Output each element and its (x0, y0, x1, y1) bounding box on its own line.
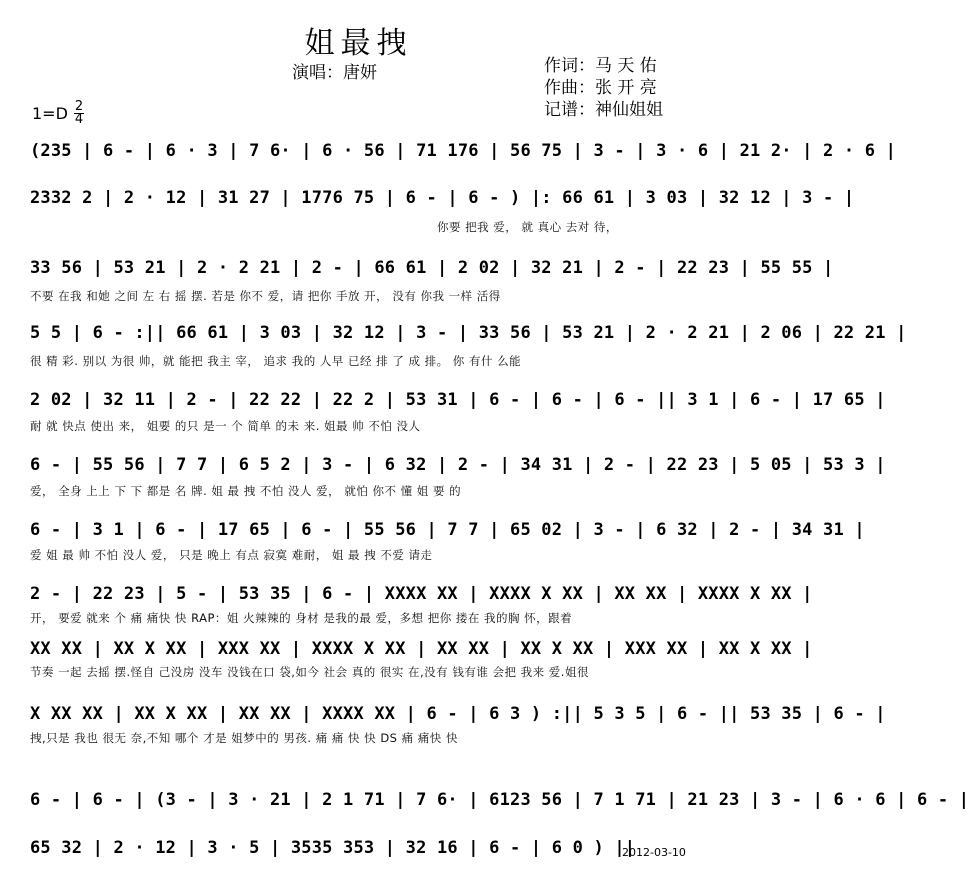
score-line-5: 2 02 | 32 11 | 2 - | 22 22 | 22 2 | 53 31 | 6 - | 6 - | 6 - || 3 1 | 6 - | 17 65 | (30, 390, 886, 410)
lyrics-line-8: 开， 要爱 就来 个 痛 痛快 快 RAP：姐 火辣辣的 身材 是我的最 爱，多想 把你 搂在 我的胸 怀，跟着 (30, 611, 573, 625)
date-label: 2012-03-10 (622, 846, 686, 859)
lyrics-line-3: 不要 在我 和她 之间 左 右 摇 摆. 若是 你不 爱，请 把你 手放 开， 没有 你我 一样 活得 (30, 289, 501, 303)
score-line-6: 6 - | 55 56 | 7 7 | 6 5 2 | 3 - | 6 32 | 2 - | 34 31 | 2 - | 22 23 | 5 05 | 53 3 | (30, 455, 886, 475)
credits-block (544, 55, 663, 121)
score-line-8: 2 - | 22 23 | 5 - | 53 35 | 6 - | XXXX XX | XXXX X XX | XX XX | XXXX X XX | (30, 584, 813, 604)
lyrics-line-9: 节奏 一起 去摇 摆.怪自 己没房 没车 没钱在口 袋,如今 社会 真的 很实 在,没有 钱有谁 会把 我来 爱.姐很 (30, 665, 589, 679)
time-top: 2 (74, 99, 84, 114)
lyrics-line-2: 你要 把我 爱， 就 真心 去对 待， (437, 220, 618, 234)
lyrics-line-7: 爱 姐 最 帅 不怕 没人 爱， 只是 晚上 有点 寂寞 难耐， 姐 最 拽 不爱 请走 (30, 548, 433, 562)
score-line-12: 65 32 | 2 · 12 | 3 · 5 | 3535 353 | 32 16 | 6 - | 6 0 ) || (30, 838, 636, 858)
lyrics-line-4: 很 精 彩. 别以 为很 帅，就 能把 我主 宰， 追求 我的 人早 已经 排 了 成 排。 你 有什 么能 (30, 354, 522, 368)
lyrics-line-5: 耐 就 快点 使出 来， 姐要 的只 是一 个 简单 的未 来. 姐最 帅 不怕 没人 (30, 419, 421, 433)
singer-label: 演唱：唐妍 (292, 63, 377, 83)
score-line-10: X XX XX | XX X XX | XX XX | XXXX XX | 6 - | 6 3 ) :|| 5 3 5 | 6 - || 53 35 | 6 - | (30, 704, 886, 724)
lyrics-line-6: 爱， 全身 上上 下 下 都是 名 牌. 姐 最 拽 不怕 没人 爱， 就怕 你不 懂 姐 要 的 (30, 484, 462, 498)
score-line-1: (235 | 6 - | 6 · 3 | 7 6· | 6 · 56 | 71 176 | 56 75 | 3 - | 3 · 6 | 21 2· | 2 · 6 | (30, 141, 897, 161)
time-signature (74, 101, 84, 126)
lyrics-line-10: 拽,只是 我也 很无 奈,不知 哪个 才是 姐梦中的 男孩. 痛 痛 快 快 DS 痛 痛快 快 (30, 731, 458, 745)
time-bottom: 4 (74, 112, 84, 127)
lyricist-label: 作词：马 天 佑 (544, 56, 657, 76)
score-line-9: XX XX | XX X XX | XXX XX | XXXX X XX | XX XX | XX X XX | XXX XX | XX X XX | (30, 639, 813, 659)
composer-label: 作曲：张 开 亮 (544, 78, 657, 98)
score-line-11: 6 - | 6 - | (3 - | 3 · 21 | 2 1 71 | 7 6· | 6123 56 | 7 1 71 | 21 23 | 3 - | 6 · 6 | 6 - | (30, 790, 969, 810)
score-line-3: 33 56 | 53 21 | 2 · 2 21 | 2 - | 66 61 | 2 02 | 32 21 | 2 - | 22 23 | 55 55 | (30, 258, 834, 278)
score-line-7: 6 - | 3 1 | 6 - | 17 65 | 6 - | 55 56 | 7 7 | 65 02 | 3 - | 6 32 | 2 - | 34 31 | (30, 520, 865, 540)
score-line-2: 2332 2 | 2 · 12 | 31 27 | 1776 75 | 6 - | 6 - ) |: 66 61 | 3 03 | 32 12 | 3 - | (30, 188, 855, 208)
key-signature (32, 101, 84, 126)
key-label: 1=D (32, 104, 68, 123)
transcriber-label: 记谱：神仙姐姐 (544, 100, 663, 120)
score-line-4: 5 5 | 6 - :|| 66 61 | 3 03 | 32 12 | 3 - | 33 56 | 53 21 | 2 · 2 21 | 2 06 | 22 21 | (30, 323, 907, 343)
song-title: 姐最拽 (304, 26, 413, 61)
